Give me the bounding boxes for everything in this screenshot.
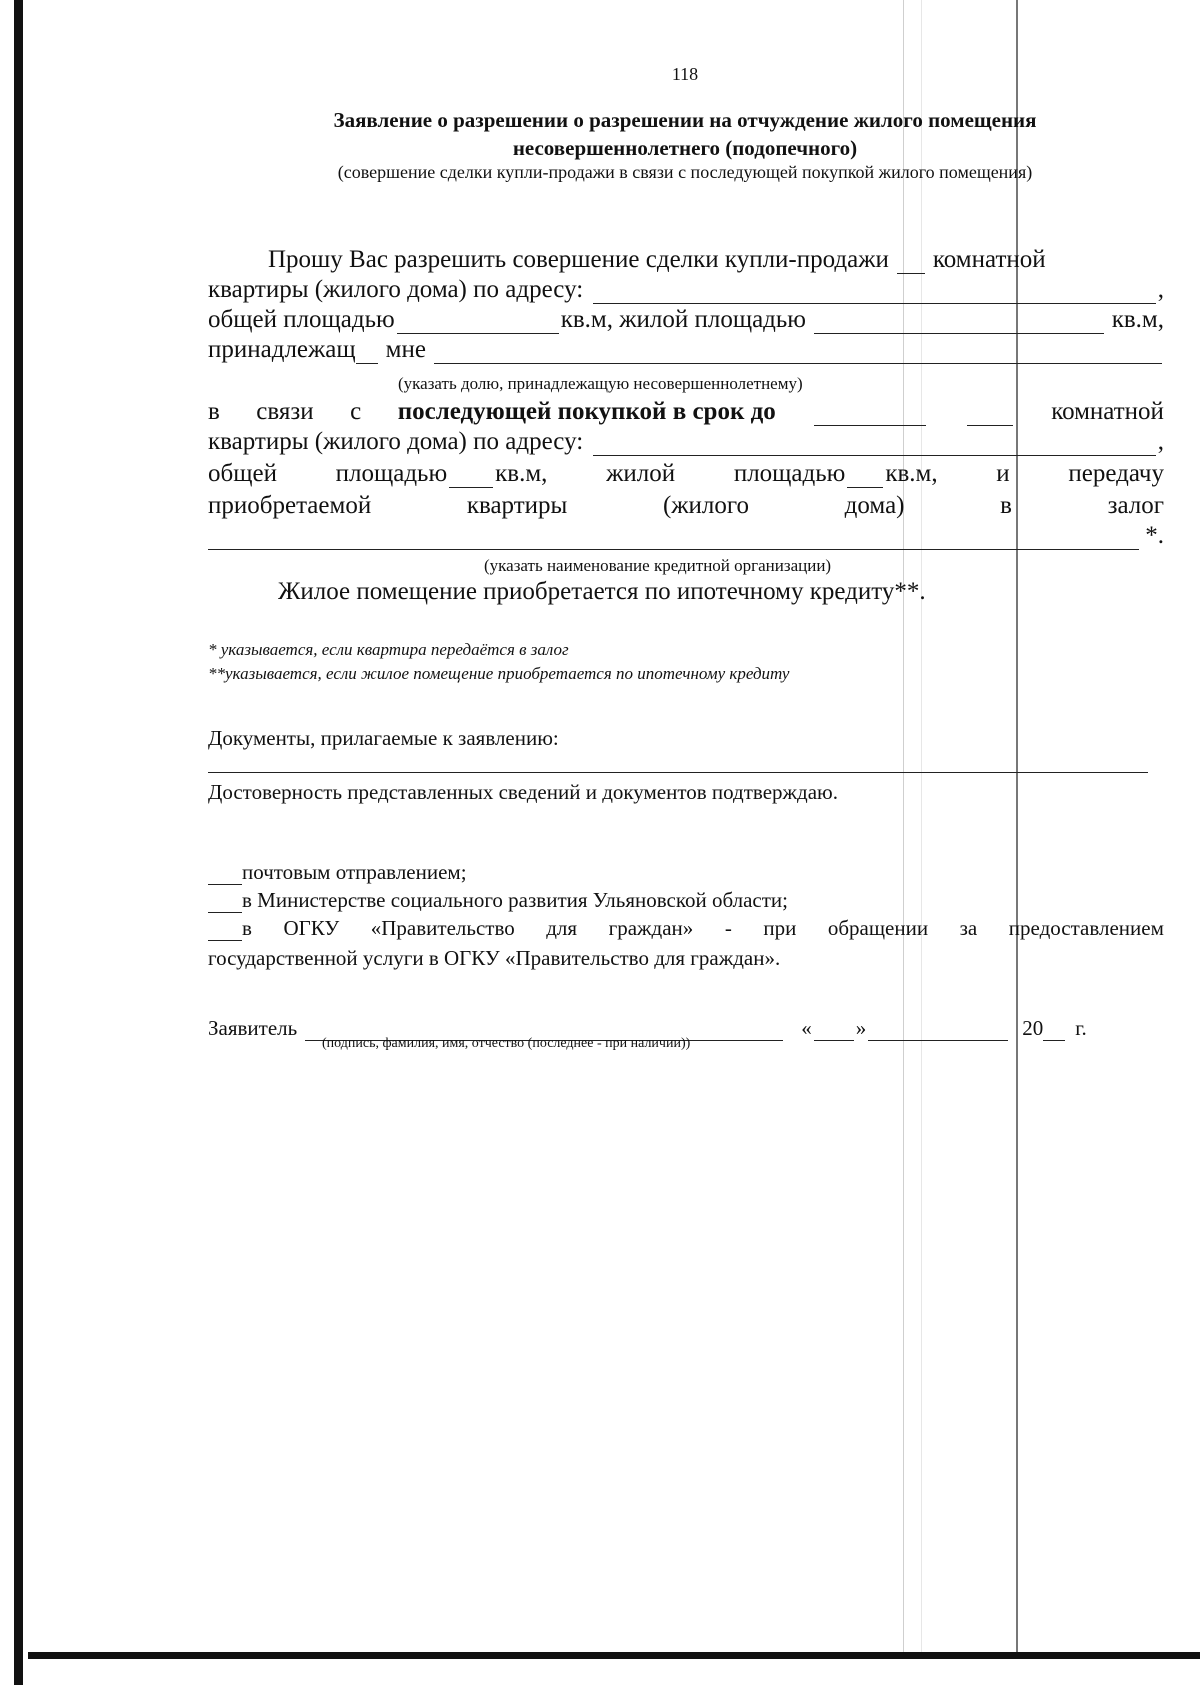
option-word: в — [242, 916, 252, 940]
option-word: - — [724, 916, 732, 940]
total-area-blank[interactable] — [397, 313, 559, 334]
new-address-blank[interactable] — [593, 435, 1156, 456]
confirm-statement: Достоверность представленных сведений и документов подтверждаю. — [208, 780, 838, 804]
document-title-cont: несовершеннолетнего (подопечного) — [512, 136, 858, 160]
request-line-1 — [268, 246, 1128, 274]
option-checkbox-3[interactable] — [208, 920, 242, 941]
living-area-blank[interactable] — [814, 313, 1104, 334]
request-text: передачу — [1068, 460, 1164, 487]
option-word: для — [546, 916, 578, 940]
request-bold-text: последующей покупкой в срок до — [397, 398, 776, 425]
request-line-9 — [208, 522, 1164, 550]
share-hint: (указать долю, принадлежащую несовершеннолетнему) — [398, 374, 803, 393]
footnote-mark: *. — [1145, 522, 1164, 549]
request-text: (жилого — [662, 492, 750, 519]
signature-hint: (подпись, фамилия, имя, отчество (последнее - при наличии)) — [322, 1036, 691, 1051]
year-blank[interactable] — [1043, 1020, 1065, 1041]
documents-blank[interactable] — [208, 772, 1148, 773]
request-text: залог — [1107, 492, 1164, 519]
scan-edge-left — [14, 0, 23, 1685]
request-line-2 — [208, 276, 1164, 304]
request-text — [734, 460, 938, 488]
delivery-option-3-cont: государственной услуги в ОГКУ «Правительство для граждан». — [208, 946, 781, 970]
delivery-option-2 — [208, 888, 1164, 913]
request-text: жилой — [606, 460, 676, 487]
option-checkbox-2[interactable] — [208, 892, 242, 913]
gender-blank[interactable] — [356, 343, 378, 364]
rooms-blank-2[interactable] — [967, 405, 1013, 426]
request-text: комнатной — [1051, 398, 1164, 425]
request-text: приобретаемой — [208, 492, 372, 519]
option-word: обращении — [827, 916, 929, 940]
rooms-blank[interactable] — [897, 253, 925, 274]
request-text: кв.м, жилой площадью — [560, 306, 806, 333]
option-word: граждан» — [608, 916, 694, 940]
request-text: дома) — [844, 492, 905, 519]
request-text: общей — [208, 460, 277, 487]
mortgage-statement: Жилое помещение приобретается по ипотечному кредиту**. — [278, 578, 926, 605]
document-title: Заявление о разрешении о разрешении на отчуждение жилого помещения — [333, 108, 1037, 132]
share-blank[interactable] — [434, 343, 1162, 364]
month-blank[interactable] — [868, 1020, 1008, 1041]
delivery-option-1 — [208, 860, 1164, 885]
year-suffix: г. — [1075, 1016, 1087, 1040]
request-word: кв.м, — [495, 460, 548, 487]
deadline-blank[interactable] — [814, 405, 926, 426]
quote-close: » — [855, 1016, 867, 1040]
request-line-5 — [208, 398, 1164, 426]
day-blank[interactable] — [814, 1020, 854, 1041]
request-text: общей площадью — [208, 306, 395, 333]
footnote-1: * указывается, если квартира передаётся в залог — [208, 640, 569, 659]
request-text: в — [1000, 492, 1012, 519]
request-word: кв.м, — [885, 460, 938, 487]
request-word: площадью — [335, 460, 448, 487]
request-text: квартиры (жилого дома) по адресу: — [208, 428, 584, 455]
option-word: при — [763, 916, 797, 940]
request-line-8 — [208, 492, 1164, 520]
comma: , — [1157, 428, 1164, 455]
option-label: в Министерстве социального развития Ульяновской области; — [242, 888, 788, 912]
footnote-2: **указывается, если жилое помещение приобретается по ипотечному кредиту — [208, 664, 790, 683]
request-text: квартиры (жилого дома) по адресу: — [208, 276, 584, 303]
request-text: в — [208, 398, 220, 425]
request-text: связи — [256, 398, 314, 425]
request-text: Прошу Вас разрешить совершение сделки купли-продажи — [268, 246, 889, 273]
option-word: ОГКУ — [283, 916, 340, 940]
documents-label: Документы, прилагаемые к заявлению: — [208, 726, 559, 750]
request-line-4 — [208, 336, 1164, 364]
request-text: комнатной — [932, 246, 1046, 273]
year-prefix: 20 — [1022, 1016, 1044, 1040]
request-text — [336, 460, 548, 488]
option-checkbox-1[interactable] — [208, 864, 242, 885]
scan-edge-bottom — [28, 1652, 1200, 1659]
request-line-6 — [208, 428, 1164, 456]
option-word: «Правительство — [370, 916, 515, 940]
request-text: квартиры — [466, 492, 568, 519]
quote-open: « — [801, 1016, 812, 1040]
credit-org-blank[interactable] — [208, 529, 1139, 550]
request-line-7 — [208, 460, 1164, 488]
document-subtitle: (совершение сделки купли-продажи в связи с последующей покупкой жилого помещения) — [337, 162, 1033, 182]
living-area-blank-2[interactable] — [847, 467, 883, 488]
request-line-3 — [208, 306, 1164, 334]
request-word: площадью — [733, 460, 846, 487]
total-area-blank-2[interactable] — [449, 467, 493, 488]
option-word: предоставлением — [1008, 916, 1164, 940]
request-text: мне — [385, 336, 426, 363]
credit-hint: (указать наименование кредитной организации) — [484, 556, 832, 575]
request-text: принадлежащ — [208, 336, 356, 363]
address-blank[interactable] — [593, 283, 1156, 304]
option-label: почтовым отправлением; — [242, 860, 467, 884]
option-word: за — [959, 916, 978, 940]
signature-label: Заявитель — [208, 1016, 298, 1040]
delivery-option-3 — [208, 916, 1164, 941]
page-number: 118 — [671, 64, 699, 84]
request-text: кв.м, — [1111, 306, 1164, 333]
request-text: и — [996, 460, 1010, 487]
option-label — [208, 916, 252, 941]
comma: , — [1157, 276, 1164, 303]
request-text: с — [350, 398, 362, 425]
